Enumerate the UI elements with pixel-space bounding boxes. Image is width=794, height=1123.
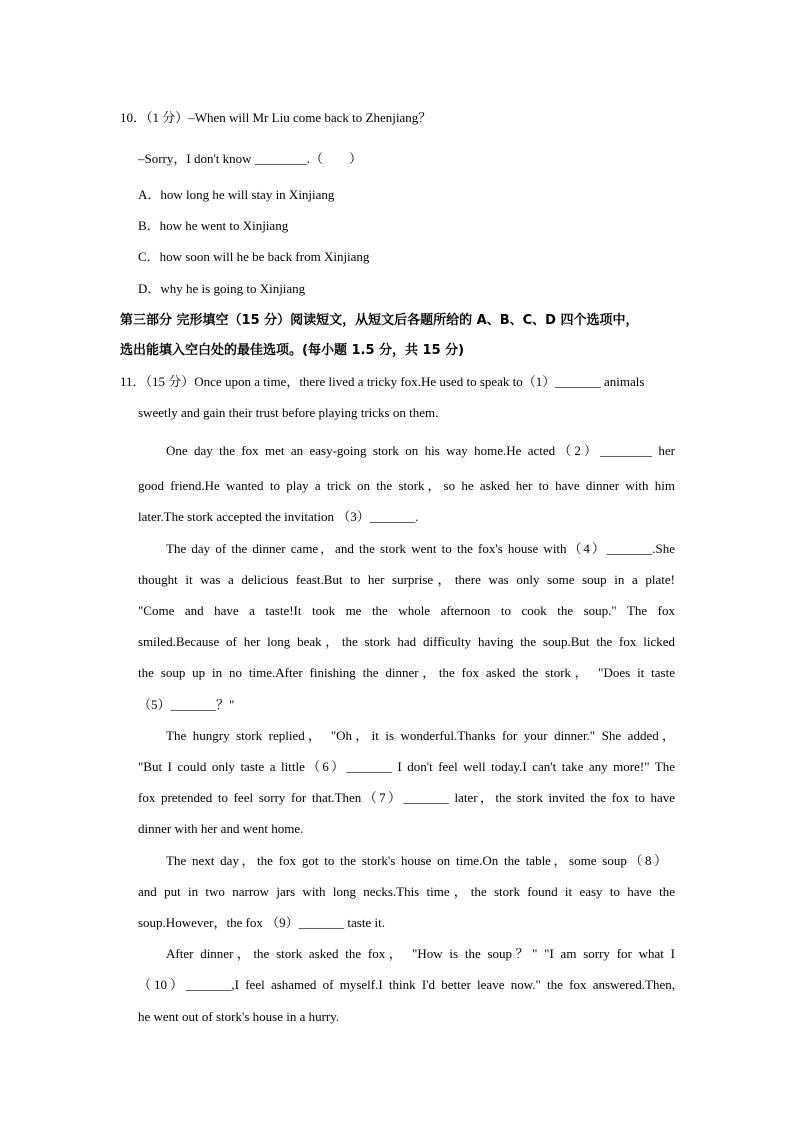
q10-option-a: A．how long he will stay in Xinjiang xyxy=(138,187,335,202)
q11-line-1: 11．（15 分）Once upon a time，there lived a tricky fox.He used to speak to（1）_______ animals xyxy=(120,374,645,389)
q11-line-18: soup.However，the fox （9）_______ taste it. xyxy=(138,915,385,930)
q11-line-21: he went out of stork's house in a hurry. xyxy=(138,1009,340,1024)
q10-reply: –Sorry，I don't know ________.（ ） xyxy=(138,151,363,166)
q11-line-14: fox pretended to feel sorry for that.Then（7）_______ later，the stork invited the fox to have xyxy=(138,790,675,805)
q11-line-11: （5）_______？" xyxy=(138,697,235,712)
q11-line-8: "Come and have a taste!It took me the whole afternoon to cook the soup." The fox xyxy=(138,603,675,618)
q11-line-19: After dinner，the stork asked the fox， "How is the soup？" "I am sorry for what I xyxy=(166,946,675,961)
q11-line-16: The next day，the fox got to the stork's house on time.On the table，some soup（8） xyxy=(166,853,667,868)
q11-line-6: The day of the dinner came，and the stork went to the fox's house with（4）_______.She xyxy=(166,541,675,556)
q11-line-15: dinner with her and went home. xyxy=(138,821,304,836)
q11-line-20: （10）_______,I feel ashamed of myself.I think I'd better leave now." the fox answered.Then, xyxy=(138,977,675,992)
q10-option-b: B．how he went to Xinjiang xyxy=(138,218,289,233)
q11-line-10: the soup up in no time.After finishing the dinner，the fox asked the stork， "Does it taste xyxy=(138,665,675,680)
q11-line-13: "But I could only taste a little（6）_______ I don't feel well today.I can't take any more!" The xyxy=(138,759,675,774)
section3-heading-line2: 选出能填入空白处的最佳选项。(每小题 1.5 分，共 15 分) xyxy=(120,343,465,358)
q11-line-4: good friend.He wanted to play a trick on the stork，so he asked her to have dinner with him xyxy=(138,478,675,493)
q11-line-3: One day the fox met an easy-going stork on his way home.He acted（2）________ her xyxy=(166,443,675,458)
q11-line-9: smiled.Because of her long beak，the stork had difficulty having the soup.But the fox licked xyxy=(138,634,675,649)
q11-line-5: later.The stork accepted the invitation （3）_______. xyxy=(138,509,419,524)
q10-stem: 10．（1 分）–When will Mr Liu come back to Zhenjiang？ xyxy=(120,110,432,125)
q11-line-17: and put in two narrow jars with long necks.This time，the stork found it easy to have the xyxy=(138,884,675,899)
q11-line-2: sweetly and gain their trust before playing tricks on them. xyxy=(138,405,439,420)
q11-line-12: The hungry stork replied， "Oh，it is wonderful.Thanks for your dinner." She added， xyxy=(166,728,675,743)
q10-option-d: D．why he is going to Xinjiang xyxy=(138,281,306,296)
q11-line-7: thought it was a delicious feast.But to her surprise，there was only some soup in a plate! xyxy=(138,572,675,587)
section3-heading-line1: 第三部分 完形填空（15 分）阅读短文，从短文后各题所给的 A、B、C、D 四个选项中， xyxy=(120,313,639,328)
q10-option-c: C．how soon will he be back from Xinjiang xyxy=(138,249,370,264)
